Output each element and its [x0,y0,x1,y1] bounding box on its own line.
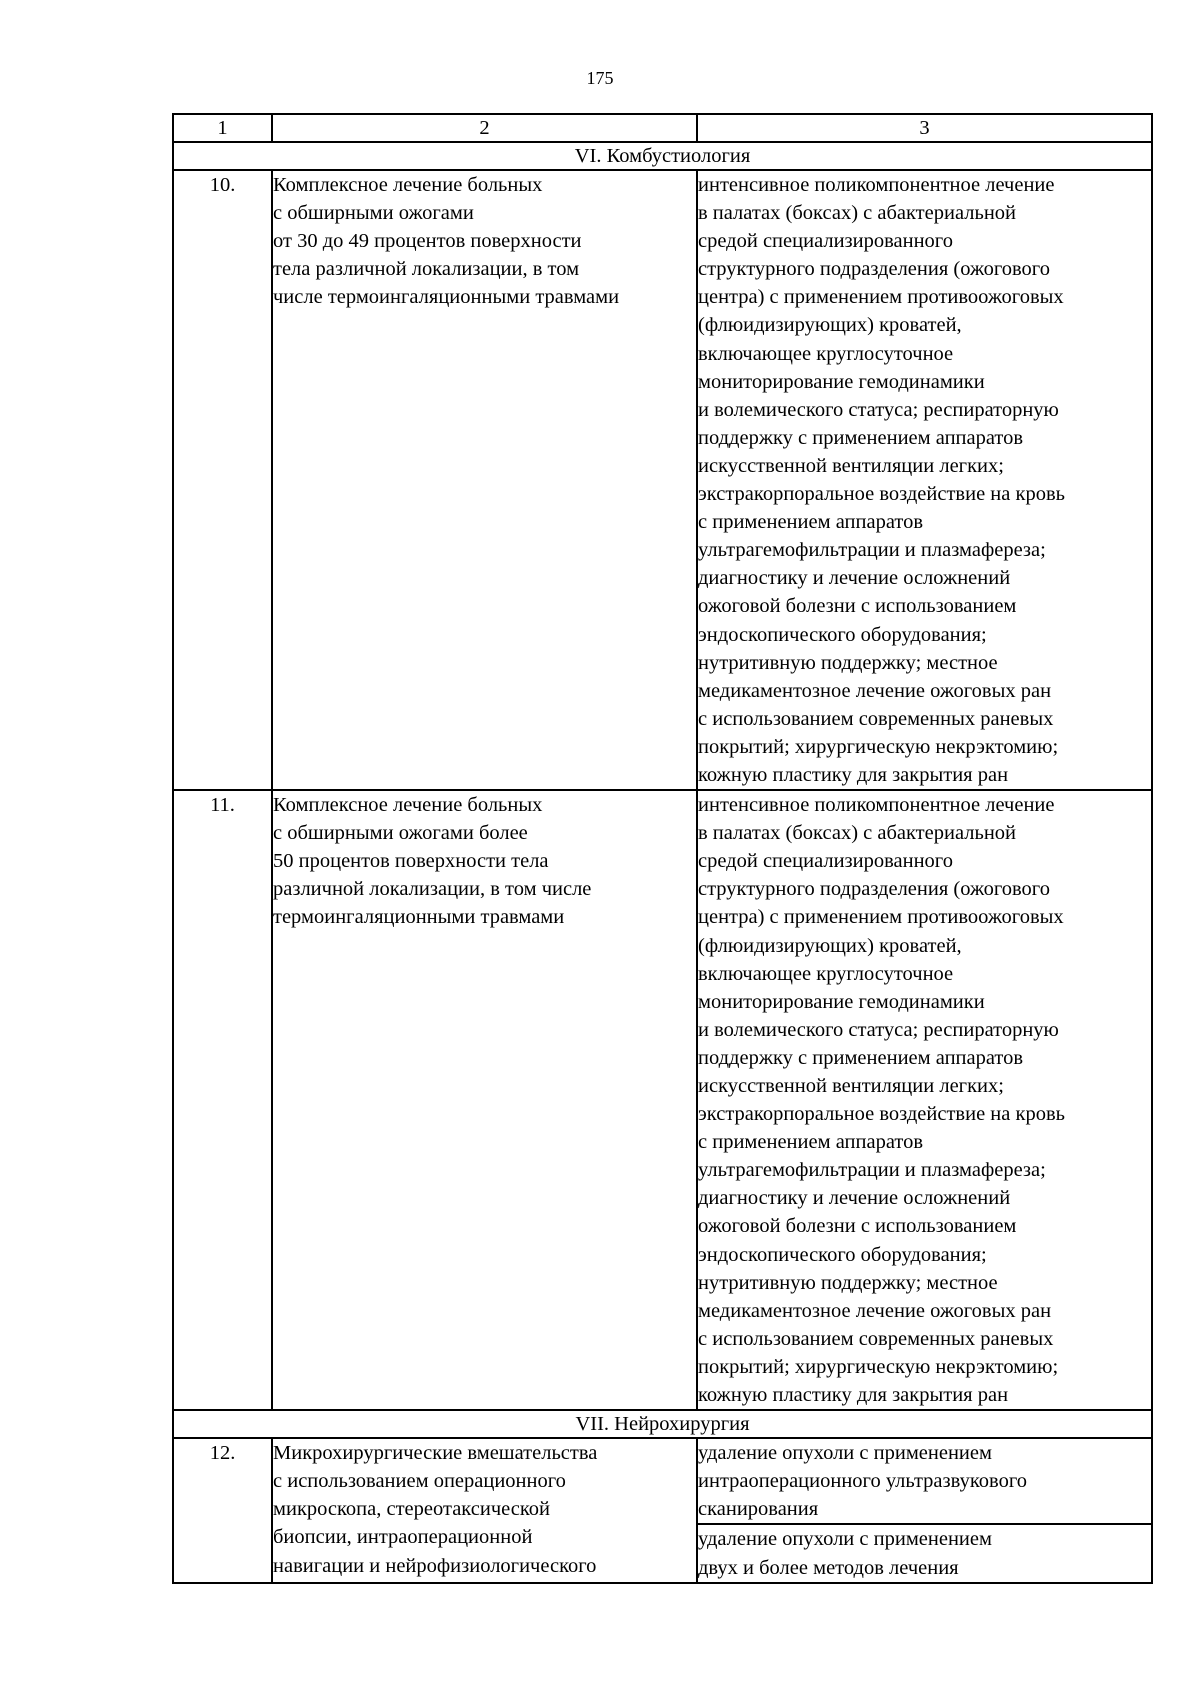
treatment-method [698,1439,1151,1525]
text-line: структурного подразделения (ожогового [698,878,1050,901]
text-line: (флюидизирующих) кроватей, [698,314,962,337]
text-line: интенсивное поликомпонентное лечение [698,794,1055,817]
text-line: экстракорпоральное воздействие на кровь [698,1103,1065,1126]
text-line: сканирования [698,1498,819,1521]
text-line: ультрагемофильтрации и плазмафереза; [698,1159,1046,1182]
treatment-method [698,791,1151,1409]
text-line: медикаментозное лечение ожоговых ран [698,679,1052,702]
text-line: структурного подразделения (ожогового [698,258,1050,281]
text-line: поддержку с применением аппаратов [698,1046,1024,1069]
text-line: интенсивное поликомпонентное лечение [698,174,1055,196]
text-line: (флюидизирующих) кроватей, [698,934,962,957]
text-line: микроскопа, стереотаксической [273,1498,550,1521]
text-line: кожную пластику для закрытия ран [698,1384,1009,1407]
header-col-3: 3 [697,114,1152,142]
treatment-methods [697,790,1152,1410]
text-line: Микрохирургические вмешательства [273,1442,598,1465]
section-title: VI. Комбустиология [173,142,1152,170]
text-line: Комплексное лечение больных [273,174,543,196]
text-line: с использованием современных раневых [698,1327,1054,1350]
table-row [173,1438,1152,1582]
text-line: числе термоингаляционными травмами [273,286,620,309]
services-table [172,113,1153,1584]
text-line: ультрагемофильтрации и плазмафереза; [698,539,1046,562]
text-line: центра) с применением противоожоговых [698,906,1064,929]
text-line: биопсии, интраоперационной [273,1526,533,1549]
section-row [173,1410,1152,1438]
header-row [173,114,1152,142]
treatment-methods [697,170,1152,790]
text-line: с применением аппаратов [698,1131,923,1154]
text-line: в палатах (боксах) с абактериальной [698,822,1017,845]
text-line: центра) с применением противоожоговых [698,286,1064,309]
text-line: от 30 до 49 процентов поверхности [273,230,582,253]
table-row [173,170,1152,790]
treatment-method [698,1525,1151,1581]
service-description [272,1438,697,1582]
text-line: искусственной вентиляции легких; [698,454,1004,477]
text-line: эндоскопического оборудования; [698,1243,987,1266]
treatment-method [698,171,1151,789]
text-line: ожоговой болезни с использованием [698,595,1017,618]
row-number: 10. [173,170,272,790]
text-line: покрытий; хирургическую некрэктомию; [698,735,1059,758]
section-title: VII. Нейрохирургия [173,1410,1152,1438]
text-line: включающее круглосуточное [698,962,954,985]
text-line: мониторирование гемодинамики [698,370,985,393]
text-line: кожную пластику для закрытия ран [698,763,1009,786]
text-line: эндоскопического оборудования; [698,623,987,646]
text-line: с обширными ожогами более [273,822,528,845]
text-line: ожоговой болезни с использованием [698,1215,1017,1238]
text-line: 50 процентов поверхности тела [273,850,549,873]
text-line: покрытий; хирургическую некрэктомию; [698,1355,1059,1378]
text-line: с использованием операционного [273,1470,566,1493]
text-line: Комплексное лечение больных [273,794,543,817]
header-col-1: 1 [173,114,272,142]
page-number: 175 [586,68,614,88]
text-line: удаление опухоли с применением [698,1528,992,1551]
text-line: различной локализации, в том числе [273,878,592,901]
text-line: тела различной локализации, в том [273,258,580,281]
text-line: с использованием современных раневых [698,707,1054,730]
text-line: включающее круглосуточное [698,342,954,365]
table-row [173,790,1152,1410]
text-line: поддержку с применением аппаратов [698,426,1024,449]
text-line: в палатах (боксах) с абактериальной [698,202,1017,225]
text-line: навигации и нейрофизиологического [273,1554,597,1577]
text-line: и волемического статуса; респираторную [698,398,1059,421]
text-line: интраоперационного ультразвукового [698,1470,1027,1493]
text-line: диагностику и лечение осложнений [698,1187,1011,1210]
text-line: диагностику и лечение осложнений [698,567,1011,590]
treatment-methods [697,1438,1152,1582]
text-line: термоингаляционными травмами [273,906,565,929]
text-line: экстракорпоральное воздействие на кровь [698,483,1065,506]
service-description [272,790,697,1410]
text-line: мониторирование гемодинамики [698,990,985,1013]
text-line: медикаментозное лечение ожоговых ран [698,1299,1052,1322]
text-line: нутритивную поддержку; местное [698,1271,998,1294]
text-line: средой специализированного [698,850,953,873]
text-line: и волемического статуса; респираторную [698,1018,1059,1041]
row-number: 11. [173,790,272,1410]
text-line: нутритивную поддержку; местное [698,651,998,674]
text-line: двух и более методов лечения [698,1556,959,1579]
text-line: средой специализированного [698,230,953,253]
text-line: искусственной вентиляции легких; [698,1075,1004,1097]
service-description [272,170,697,790]
text-line: с обширными ожогами [273,202,474,225]
header-col-2: 2 [272,114,697,142]
row-number: 12. [173,1438,272,1582]
text-line: с применением аппаратов [698,511,923,534]
text-line: удаление опухоли с применением [698,1442,992,1465]
section-row [173,142,1152,170]
